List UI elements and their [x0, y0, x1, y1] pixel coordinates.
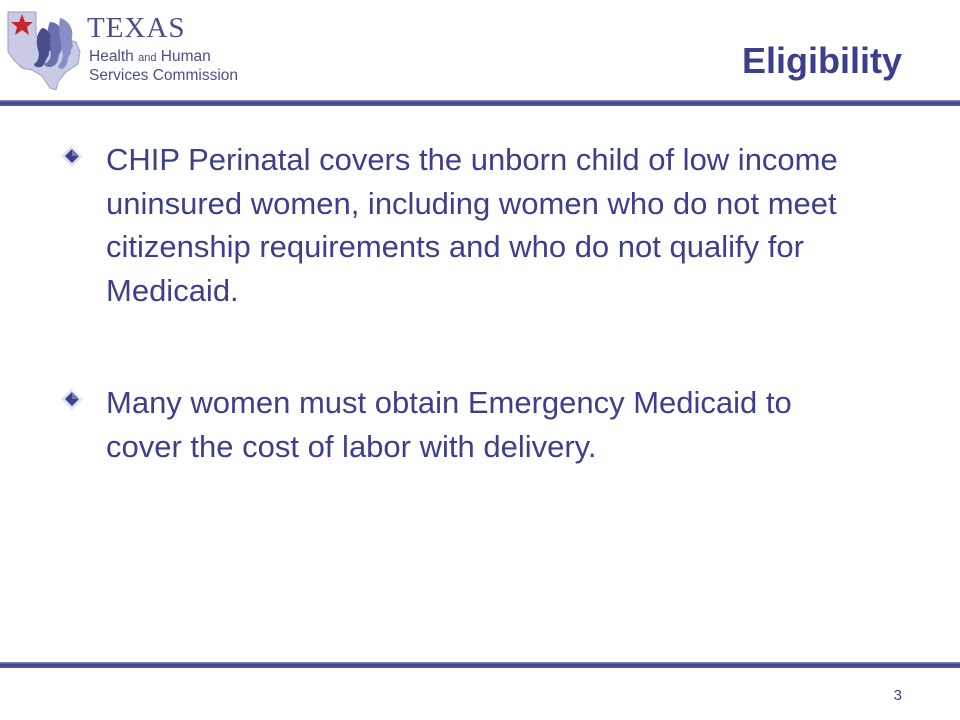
logo-line1-human: Human [156, 48, 211, 65]
logo-line1-and: and [138, 52, 157, 64]
bullet-item [60, 138, 860, 312]
bullet-text: Many women must obtain Emergency Medicaid to cover the cost of labor with delivery. [106, 385, 792, 464]
texas-star-faces-icon [6, 8, 86, 90]
bullet-text: CHIP Perinatal covers the unborn child of low income uninsured women, including women who do not meet citizenship requirements and who do not qualify for Medicaid. [106, 142, 838, 308]
bullet-item [60, 381, 860, 468]
logo-line-services-commission: Services Commission [89, 67, 239, 84]
slide-title: Eligibility [741, 40, 902, 81]
header-divider [0, 100, 960, 106]
diamond-bullet-icon [60, 144, 84, 168]
logo-line-health-and-human [89, 49, 211, 65]
footer-divider [0, 662, 960, 668]
hhsc-logo [6, 8, 246, 90]
logo-wordmark-texas: TEXAS [87, 12, 186, 44]
logo-line1-health: Health [89, 48, 139, 65]
diamond-bullet-icon [60, 387, 84, 411]
page-number: 3 [893, 687, 902, 704]
